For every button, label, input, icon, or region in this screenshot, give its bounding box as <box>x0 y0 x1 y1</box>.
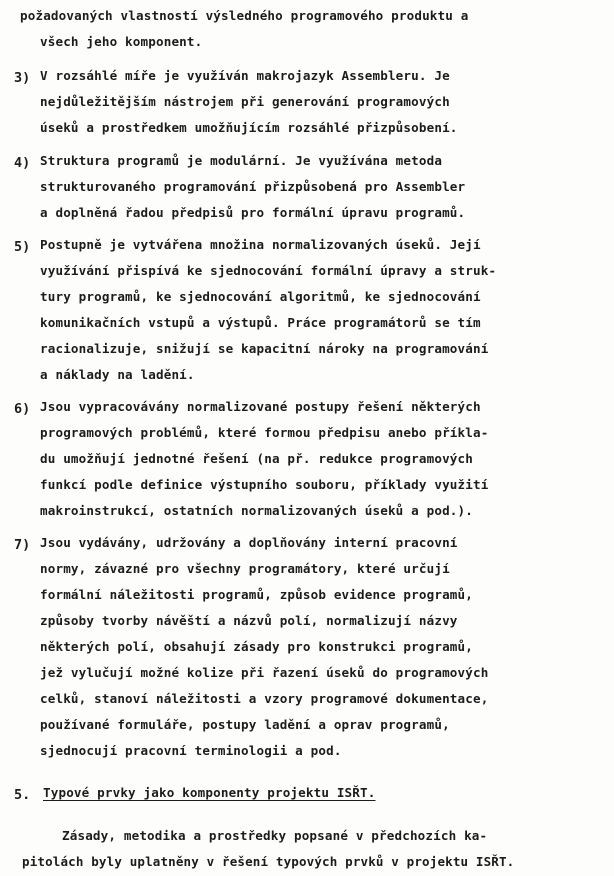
closing-line-1: Zásady, metodika a prostředky popsané v předchozích ka- <box>62 828 488 843</box>
item-7-number: 7) <box>14 537 31 553</box>
item-6-line-3: du umožňují jednotné řešení (na př. redukce programových <box>40 451 473 466</box>
closing-line-2: pitolách byly uplatněny v řešení typových prvků v projektu ISŘT. <box>22 854 515 869</box>
item-5-line-2: využívání přispívá ke sjednocování formální úpravy a struk- <box>40 263 497 278</box>
item-7-line-6: jež vylučují možné kolize při řazení úseků do programových <box>40 665 489 680</box>
item-6-line-2: programových problémů, které formou předpisu anebo příkla- <box>40 425 489 440</box>
item-6-line-1: Jsou vypracovávány normalizované postupy řešení některých <box>40 399 481 414</box>
item-5-line-1: Postupně je vytvářena množina normalizovaných úseků. Její <box>40 237 481 252</box>
item-7-line-5: některých polí, obsahují zásady pro konstrukci programů, <box>40 639 473 654</box>
item-5-line-5: racionalizuje, snižují se kapacitní nároky na programování <box>40 341 489 356</box>
item-3-number: 3) <box>14 70 31 86</box>
item-3-line-2: nejdůležitějším nástrojem při generování programových <box>40 94 450 109</box>
item-4-line-3: a doplněná řadou předpisů pro formální úpravu programů. <box>40 205 466 220</box>
item-7-line-1: Jsou vydávány, udržovány a doplňovány interní pracovní <box>40 535 458 550</box>
item-7-line-7: celků, stanoví náležitosti a vzory programové dokumentace, <box>40 691 489 706</box>
item-6-line-5: makroinstrukcí, ostatních normalizovaných úseků a pod.). <box>40 503 473 518</box>
item-3-line-3: úseků a prostředkem umožňujícím rozsáhlé přizpůsobení. <box>40 120 458 135</box>
item-5-number: 5) <box>14 239 31 255</box>
item-7-line-2: normy, závazné pro všechny programátory, které určují <box>40 561 450 576</box>
item-4-number: 4) <box>14 155 31 171</box>
section-number: 5. <box>14 787 31 803</box>
item-5-line-3: tury programů, ke sjednocování algoritmů, ke sjednocování <box>40 289 481 304</box>
item-7-line-8: používané formuláře, postupy ladění a oprav programů, <box>40 717 450 732</box>
item-5-line-4: komunikačních vstupů a výstupů. Práce programátorů se tím <box>40 315 481 330</box>
intro-line-2: všech jeho komponent. <box>40 34 203 49</box>
item-7-line-3: formální náležitosti programů, způsob evidence programů, <box>40 587 473 602</box>
item-3-line-1: V rozsáhlé míře je využíván makrojazyk Assembleru. Je <box>40 68 450 83</box>
intro-line-1: požadovaných vlastností výsledného programového produktu a <box>20 8 469 23</box>
item-6-line-4: funkcí podle definice výstupního souboru, příklady využití <box>40 477 489 492</box>
item-7-line-9: sjednocují pracovní terminologii a pod. <box>40 743 342 758</box>
section-title: Typové prvky jako komponenty projektu ISŘT. <box>43 785 376 800</box>
item-7-line-4: způsoby tvorby návěští a názvů polí, normalizují názvy <box>40 613 458 628</box>
item-4-line-2: strukturovaného programování přizpůsobená pro Assembler <box>40 179 466 194</box>
item-5-line-6: a náklady na ladění. <box>40 367 195 382</box>
item-4-line-1: Struktura programů je modulární. Je využívána metoda <box>40 153 443 168</box>
item-6-number: 6) <box>14 401 31 417</box>
